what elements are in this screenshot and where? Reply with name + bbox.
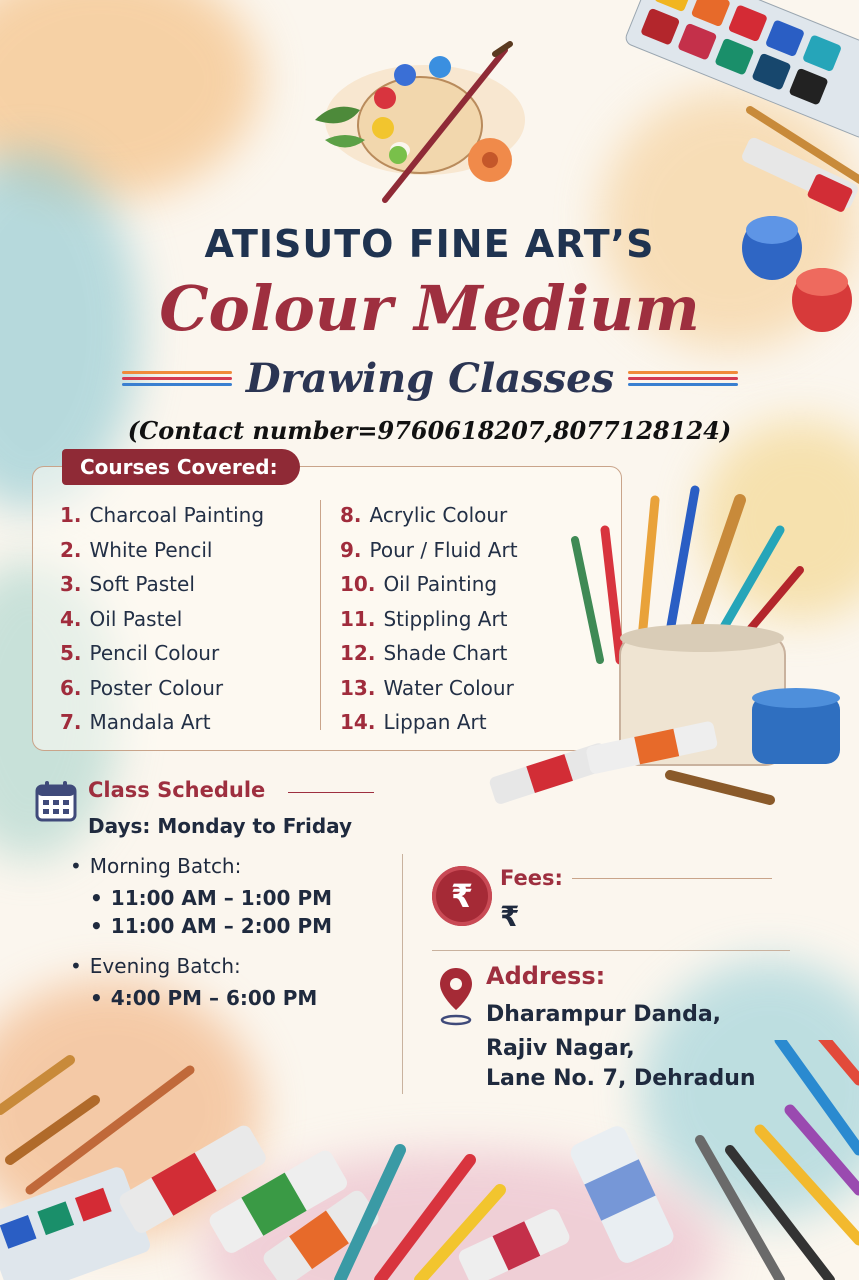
subtitle-row [80, 348, 780, 408]
page-subtitle: Drawing Classes [245, 354, 615, 402]
morning-slot: • 11:00 AM – 1:00 PM [90, 886, 332, 910]
course-item: 6. Poster Colour [60, 675, 224, 700]
page-title: Colour Medium [159, 272, 700, 345]
course-item: 2. White Pencil [60, 537, 213, 562]
course-item: 4. Oil Pastel [60, 606, 183, 631]
courses-heading: Courses Covered: [62, 449, 300, 485]
course-item: 9. Pour / Fluid Art [340, 537, 518, 562]
course-item: 11. Stippling Art [340, 606, 508, 631]
fees-divider [432, 950, 790, 951]
address-line: Lane No. 7, Dehradun [486, 1066, 756, 1091]
address-heading: Address: [486, 962, 606, 990]
art-supplies-illustration [0, 1040, 859, 1280]
morning-batch-label: • Morning Batch: [70, 854, 242, 878]
course-item: 10. Oil Painting [340, 572, 498, 597]
fees-value: ₹ [500, 900, 520, 933]
studio-name: ATISUTO FINE ART’S [204, 222, 655, 266]
schedule-underline [288, 792, 374, 793]
course-item: 14. Lippan Art [340, 710, 487, 735]
courses-column-left [60, 498, 264, 740]
course-item: 7. Mandala Art [60, 710, 211, 735]
evening-batch-label: • Evening Batch: [70, 954, 241, 978]
course-item: 12. Shade Chart [340, 641, 508, 666]
brush-cup-illustration [480, 470, 850, 830]
course-item: 3. Soft Pastel [60, 572, 195, 597]
fees-heading: Fees: [500, 866, 563, 890]
fees-underline [572, 878, 772, 879]
contact-number: (Contact number=9760618207,8077128124) [127, 416, 732, 445]
course-item: 1. Charcoal Painting [60, 503, 265, 528]
palette-icon [305, 40, 545, 210]
morning-slot: • 11:00 AM – 2:00 PM [90, 914, 332, 938]
course-item: 8. Acrylic Colour [340, 503, 508, 528]
location-pin-icon [438, 966, 474, 1026]
rupee-icon: ₹ [432, 866, 492, 926]
courses-divider [320, 500, 321, 730]
schedule-heading: Class Schedule [88, 778, 266, 802]
course-item: 13. Water Colour [340, 675, 514, 700]
calendar-icon [34, 779, 78, 823]
address-line: Rajiv Nagar, [486, 1036, 635, 1061]
schedule-days: Days: Monday to Friday [88, 814, 353, 838]
evening-slot: • 4:00 PM – 6:00 PM [90, 986, 318, 1010]
decorative-stroke-right [628, 371, 738, 386]
address-line: Dharampur Danda, [486, 1002, 722, 1027]
course-item: 5. Pencil Colour [60, 641, 220, 666]
decorative-stroke-left [122, 371, 232, 386]
